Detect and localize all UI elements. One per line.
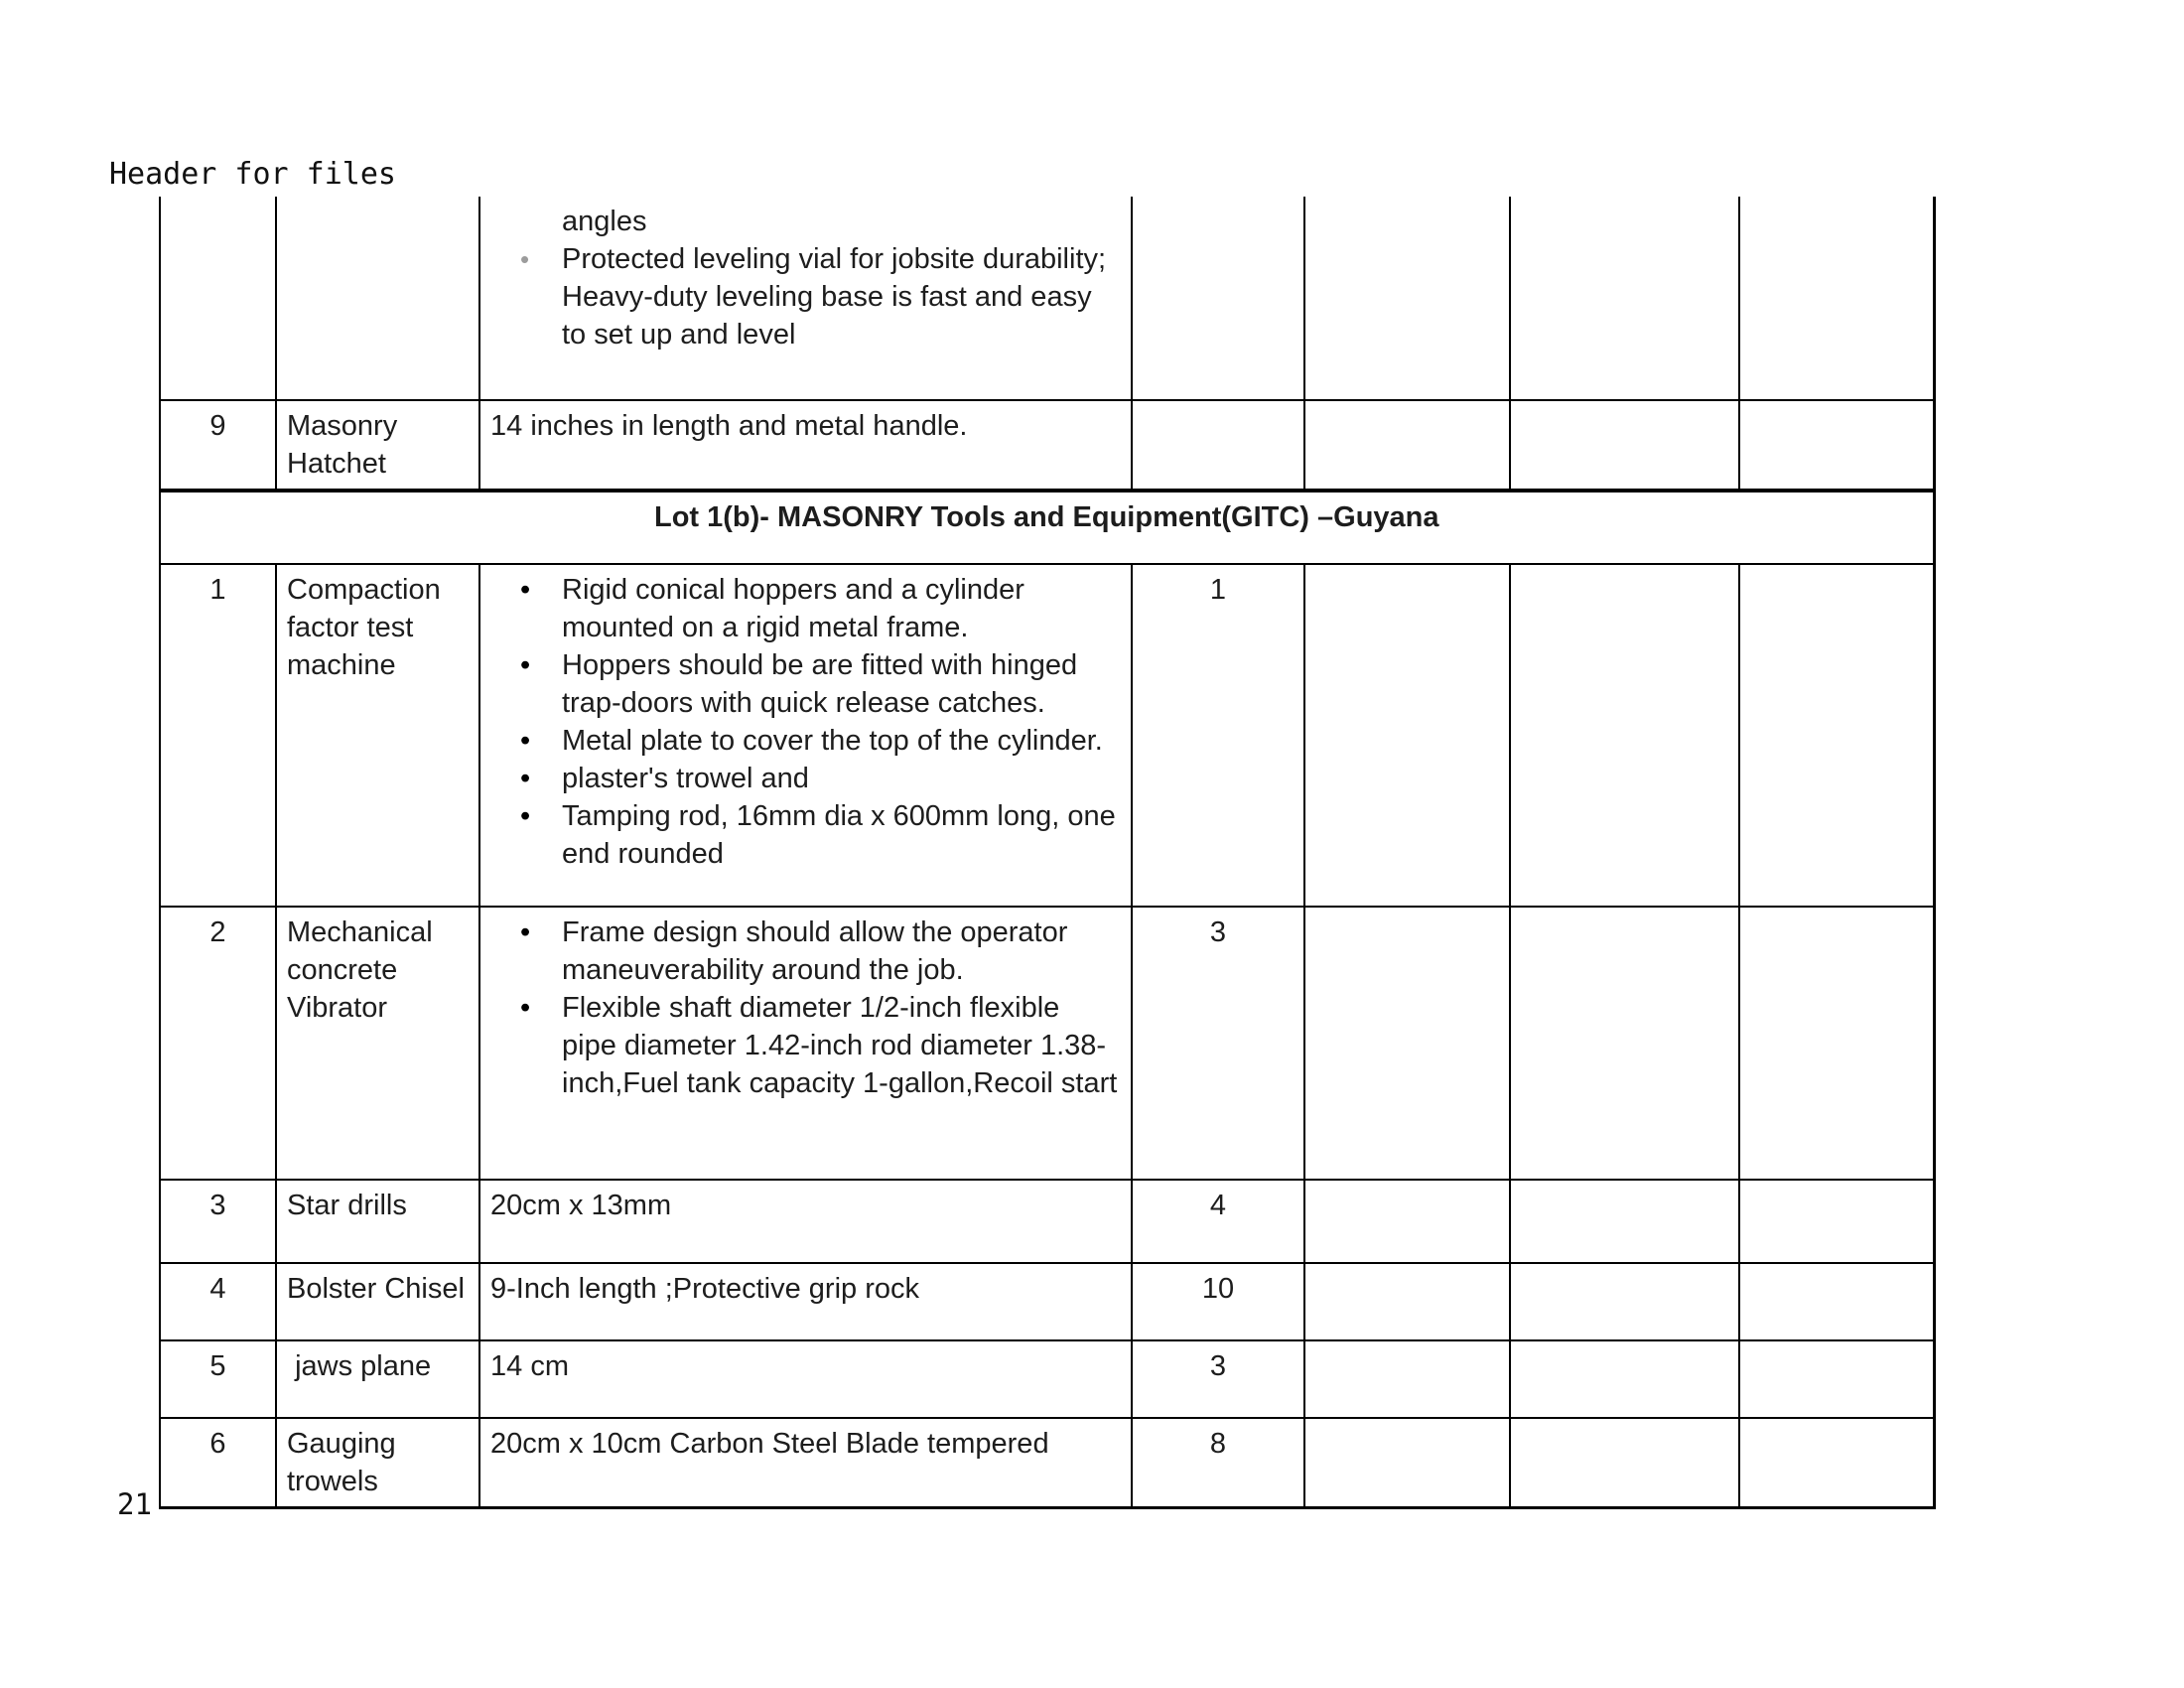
item-name-cell: jaws plane [276,1340,479,1418]
empty-cell [1739,1263,1934,1340]
quantity-cell: 4 [1132,1180,1304,1263]
quantity-cell: 3 [1132,1340,1304,1418]
table-row-gauging-trowels [160,1418,1934,1508]
page-number: 21 [117,1487,152,1521]
item-name-cell: Mechanical concrete Vibrator [276,907,479,1180]
item-number-cell: 2 [160,907,276,1180]
table-row-bolster-chisel [160,1263,1934,1340]
description-bullet: • Flexible shaft diameter 1/2-inch flexible pipe diameter 1.42-inch rod diameter 1.38-inch,Fuel tank capacity 1-gallon,Recoil start [490,989,1121,1102]
section-header-text: Lot 1(b)- MASONRY Tools and Equipment(GITC) –Guyana [160,491,1934,564]
description-bullet: • Protected leveling vial for jobsite durability; Heavy-duty leveling base is fast and easy to set up and level [490,240,1121,353]
description-bullet-list [490,571,1121,873]
item-name-cell: Star drills [276,1180,479,1263]
description-bullet: • plaster's trowel and [490,760,1121,797]
description-bullet-list [490,240,1121,353]
description-bullet: • Metal plate to cover the top of the cylinder. [490,722,1121,760]
description-continuation-line: angles [562,206,647,237]
empty-cell [1510,1263,1739,1340]
empty-cell [1739,400,1934,491]
table-row-compaction-machine [160,564,1934,907]
item-description-cell: 20cm x 10cm Carbon Steel Blade tempered [479,1418,1132,1508]
empty-cell [1739,1180,1934,1263]
empty-cell [1510,564,1739,907]
item-description-cell: 20cm x 13mm [479,1180,1132,1263]
item-description-cell: 14 inches in length and metal handle. [479,400,1132,491]
empty-cell [1304,1180,1510,1263]
item-description-cell [479,197,1132,400]
item-description-cell: 14 cm [479,1340,1132,1418]
item-name-cell: Compaction factor test machine [276,564,479,907]
description-bullet: • Hoppers should be are fitted with hinged trap-doors with quick release catches. [490,646,1121,722]
empty-cell [1739,1340,1934,1418]
description-bullet-list [490,914,1121,1102]
empty-cell [1304,564,1510,907]
item-description-cell [479,564,1132,907]
empty-cell [1739,564,1934,907]
quantity-cell [1132,197,1304,400]
empty-cell [1304,907,1510,1180]
empty-cell [1739,907,1934,1180]
empty-cell [1304,1340,1510,1418]
equipment-spec-table [159,197,1936,1509]
empty-cell [1510,400,1739,491]
empty-cell [1510,1418,1739,1508]
item-number-cell: 9 [160,400,276,491]
empty-cell [1739,197,1934,400]
description-bullet: • Rigid conical hoppers and a cylinder mounted on a rigid metal frame. [490,571,1121,646]
table-row-continuation [160,197,1934,400]
empty-cell [1510,1180,1739,1263]
empty-cell [1510,197,1739,400]
item-number-cell: 6 [160,1418,276,1508]
table-row-masonry-hatchet [160,400,1934,491]
empty-cell [1510,907,1739,1180]
quantity-cell [1132,400,1304,491]
empty-cell [1739,1418,1934,1508]
item-number-cell: 3 [160,1180,276,1263]
empty-cell [1304,1418,1510,1508]
description-bullet: • Frame design should allow the operator maneuverability around the job. [490,914,1121,989]
empty-cell [1304,197,1510,400]
item-name-cell: Masonry Hatchet [276,400,479,491]
item-number-cell: 5 [160,1340,276,1418]
description-bullet: • Tamping rod, 16mm dia x 600mm long, one end rounded [490,797,1121,873]
empty-cell [1304,400,1510,491]
table-row-section-header [160,491,1934,564]
item-name-cell: Bolster Chisel [276,1263,479,1340]
item-number-cell: 1 [160,564,276,907]
item-description-cell: 9-Inch length ;Protective grip rock [479,1263,1132,1340]
item-number-cell: 4 [160,1263,276,1340]
quantity-cell: 10 [1132,1263,1304,1340]
item-name-cell: Gauging trowels [276,1418,479,1508]
item-description-cell [479,907,1132,1180]
empty-cell [1510,1340,1739,1418]
quantity-cell: 8 [1132,1418,1304,1508]
item-name-cell [276,197,479,400]
quantity-cell: 3 [1132,907,1304,1180]
document-header-text: Header for files [109,157,396,192]
quantity-cell: 1 [1132,564,1304,907]
table-row-star-drills [160,1180,1934,1263]
table-row-concrete-vibrator [160,907,1934,1180]
table-row-jaws-plane [160,1340,1934,1418]
item-number-cell [160,197,276,400]
empty-cell [1304,1263,1510,1340]
